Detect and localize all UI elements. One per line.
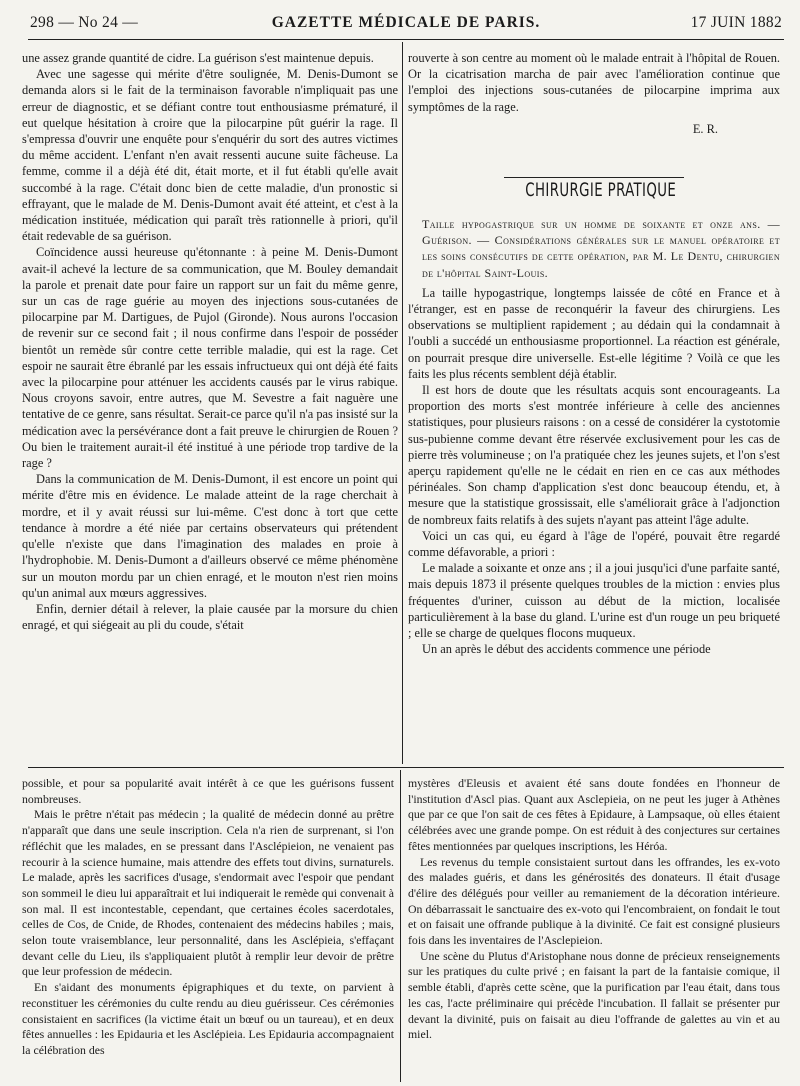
- paragraph: Coïncidence aussi heureuse qu'étonnante : à peine M. Denis-Dumont avait-il achevé la lecture de sa communication, que M. Bouley demandait la parole et prenait date pour faire un rapport sur un fait du même genre, sur un cas de rage guérie au moyen des injections sous-cutanées de pilocarpine par M. Dartigues, de Pujol (Gironde). Nous aurons l'occasion de revenir sur ce second fait ; il nous confirme dans l'espoir de posséder bientôt un remède sûr contre cette terrible maladie, qui est la rage. Cet espoir ne saurait être ébranlé par les essais infructueux qui ont déjà été faits avec la pilocarpine pour atténuer les accidents causés par le virus rabique. Nous croyons savoir, entre autres, que M. Sevestre a fait naguère une tentative de ce genre, sans résultat. Serait-ce parce qu'il n'a pas insisté sur la médication avec la persévérance dont a fait preuve le chirurgien de Rouen ? Ou bien le traitement aurait-il été institué à une période trop tardive de la rage ?: [22, 245, 398, 471]
- paragraph: La taille hypogastrique, longtemps laissée de côté en France et à l'étranger, est en passe de reconquérir la faveur des chirurgiens. Les observations se multiplient rapidement ; au dédain qui la condamnait à l'oubli a succédé un enthousiasme proportionnel. La réaction est générale, on pourrait presque dire universelle. Est-elle légitime ? Voilà ce que les faits les plus récents semblent déjà établir.: [408, 285, 780, 381]
- paragraph: Avec une sagesse qui mérite d'être soulignée, M. Denis-Dumont se demanda alors si le fait de la terminaison favorable n'impliquait pas une erreur de diagnostic, et se défiant contre tout enthousiasme prématuré, il eut quelque hésitation à croire que la pilocarpine pût guérir la rage. Il s'empressa d'ouvrir une enquête pour s'enquérir du sort des autres victimes du même accident. L'enfant n'en avait ressenti aucune suite fâcheuse. La femme, comme il a déjà été dit, était morte, et il fut établi qu'elle avait succombé à la rage. C'était donc bien de cette maladie, d'un pronostic si effrayant, que le malade de M. Denis-Dumont avait été atteint, et c'est à la médication instituée, médication qui paraît très rationnelle à priori, qu'il était redevable de sa guérison.: [22, 67, 398, 244]
- issue-date: 17 JUIN 1882: [690, 14, 782, 31]
- section-title-box: [504, 177, 684, 212]
- paragraph: Les revenus du temple consistaient surtout dans les offrandes, les ex-voto des malades guéris, et dans les générosités des donateurs. Il était d'usage d'élire des délégués pour veiller au remaniement de la décoration intérieure. On débarrassait le sanctuaire des ex-voto qui l'encombraient, on fondait le tout et on faisait une offrande publique à la divinité. Ce fait est consigné plusieurs fois dans les inventaires de l'Asclepieion.: [408, 854, 780, 948]
- column-divider-bottom: [400, 770, 401, 1082]
- paragraph: Un an après le début des accidents commence une période: [422, 642, 711, 657]
- header-rule: [28, 39, 784, 40]
- paragraph: mystères d'Eleusis et avaient été sans doute fondées en l'honneur de l'institution d'Ascl pias. Quant aux Asclepieia, on ne peut les juger à Athènes que par ce que l'on sait de ces fêtes à Epidaure, à Lampsaque, où elles étaient célébrées avec une grande pompe. On est réduit à des conjectures sur certaines fêtes mentionnées par quelques inscriptions, les Héróa.: [408, 776, 780, 853]
- paragraph: Une scène du Plutus d'Aristophane nous donne de précieux renseignements sur les pratiques du culte privé ; en faisant la part de la fantaisie comique, il semble établi, d'après cette scène, que la purification par l'eau était, dans tous les cas, l'acte préliminaire qui précède l'incubation. Il fallait se présenter pur devant la divinité, puis on faisait au dieu l'offrande de galettes au vin et au miel.: [408, 948, 780, 1042]
- journal-title: GAZETTE MÉDICALE DE PARIS.: [271, 14, 541, 31]
- column-divider-top: [402, 42, 403, 764]
- signature: E. R.: [692, 121, 718, 136]
- paragraph: possible, et pour sa popularité avait intérêt à ce que les guérisons fussent nombreuses.: [22, 776, 394, 806]
- paragraph: Mais le prêtre n'était pas médecin ; la qualité de médecin donné au prêtre n'apparaît que dans une seule inscription. Cela n'a rien de surprenant, si l'on réfléchit que les malades, en se pressant dans l'Asclépieion, ne venaient pas recourir à la science humaine, mais attendre des effets tout divins, surnaturels. Le malade, après les sacrifices d'usage, s'endormait avec l'espoir que pendant son sommeil le dieu lui apparaîtrait et lui indiquerait le remède qui convenait à son mal. Il est incontestable, cependant, que certaines écoles sacerdotales, celles de Cos, de Cnide, de Rhodes, contenaient des médecins habiles ; mais, selon toute vraisemblance, leur personnalité, dans les Asclépieia, s'effaçant devant celle du Lieu, ils s'appliquaient plutôt à remplir leur devoir de prêtre que leur profession de médecin.: [22, 807, 394, 979]
- paragraph: En s'aidant des monuments épigraphiques et du texte, on parvient à reconstituer les cérémonies du culte rendu au dieu guérisseur. Ces cérémonies consistaient en sacrifices (la victime était un bœuf ou un taureau), et en deux fêtes annuelles : les Epidauria et les Asclépieia. Les Epidauria accompagnaient la célébration des: [22, 980, 394, 1057]
- paragraph: Le malade a soixante et onze ans ; il a joui jusqu'ici d'une parfaite santé, mais depuis 1873 il présente quelques troubles de la miction : envies plus fréquentes d'uriner, cuisson au début de la miction, localisée particulièrement à la base du gland. L'urine est d'un rouge un peu briqueté ; elle se charge de quelques flocons muqueux.: [408, 561, 780, 641]
- section-rule: [28, 767, 784, 768]
- paragraph: Dans la communication de M. Denis-Dumont, il est encore un point qui mérite d'être mis en évidence. Le malade atteint de la rage cherchait à mordre, et il y avait réussi sur lui-même. C'est donc à tort que cette tendance à mordre a été niée par certains observateurs qui prétendent qu'elle n'existe que dans l'imagination des malades en proie à l'hydrophobie. M. Denis-Dumont a d'ailleurs observé ce même phénomène sur un mouton mordu par un chien enragé, et le mouton n'est rien moins qu'un animal aux mœurs aggressives.: [22, 472, 398, 600]
- page-header: [30, 10, 782, 36]
- column-right-bottom: [408, 776, 780, 1043]
- paragraph: Voici un cas qui, eu égard à l'âge de l'opéré, pouvait être regardé comme défavorable, a priori :: [408, 528, 780, 560]
- paragraph: rouverte à son centre au moment où le malade entrait à l'hôpital de Rouen. Or la cicatrisation marcha de pair avec l'amélioration continue que l'emploi des injections sous-cutanées de pilocarpine imprima aux symptômes de la rage.: [408, 51, 780, 114]
- paragraph: une assez grande quantité de cidre. La guérison s'est maintenue depuis.: [22, 51, 374, 65]
- paragraph: Enfin, dernier détail à relever, la plaie causée par la morsure du chien enragé, et qui siégeait au pli du coude, s'était: [22, 601, 398, 633]
- column-right-top: [408, 50, 780, 658]
- column-left-bottom: [22, 776, 394, 1059]
- paragraph: Il est hors de doute que les résultats acquis sont encourageants. La proportion des morts s'est montrée inférieure à celle des anciennes statistiques, pour plusieurs raisons : on a cessé de considérer la cystotomie sus-pubienne comme devant être réservée exclusivement pour les cas de pierre très volumineuse ; on l'a pratiquée chez les jeunes sujets, et l'on s'est aperçu rapidement qu'elle ne le cédait en rien en ce cas aux méthodes périnéales. Son champ d'application s'est donc beaucoup étendu, et, à mesure que la statistique grossissait, elle s'améliorait grâce à l'adjonction de nombreux faits relatifs à des sujets n'ayant pas atteint l'âge adulte.: [408, 383, 780, 527]
- article-heading: Taille hypogastrique sur un homme de soixante et onze ans. — Guérison. — Considérations générales sur le manuel opératoire et les soins consécutifs de cette opération, par M. Le Dentu, chirurgien de l'hôpital Saint-Louis.: [422, 217, 780, 280]
- section-title: CHIRURGIE PRATIQUE: [525, 179, 677, 202]
- page-number: 298 — No 24 —: [30, 14, 139, 31]
- column-left-top: [22, 50, 398, 633]
